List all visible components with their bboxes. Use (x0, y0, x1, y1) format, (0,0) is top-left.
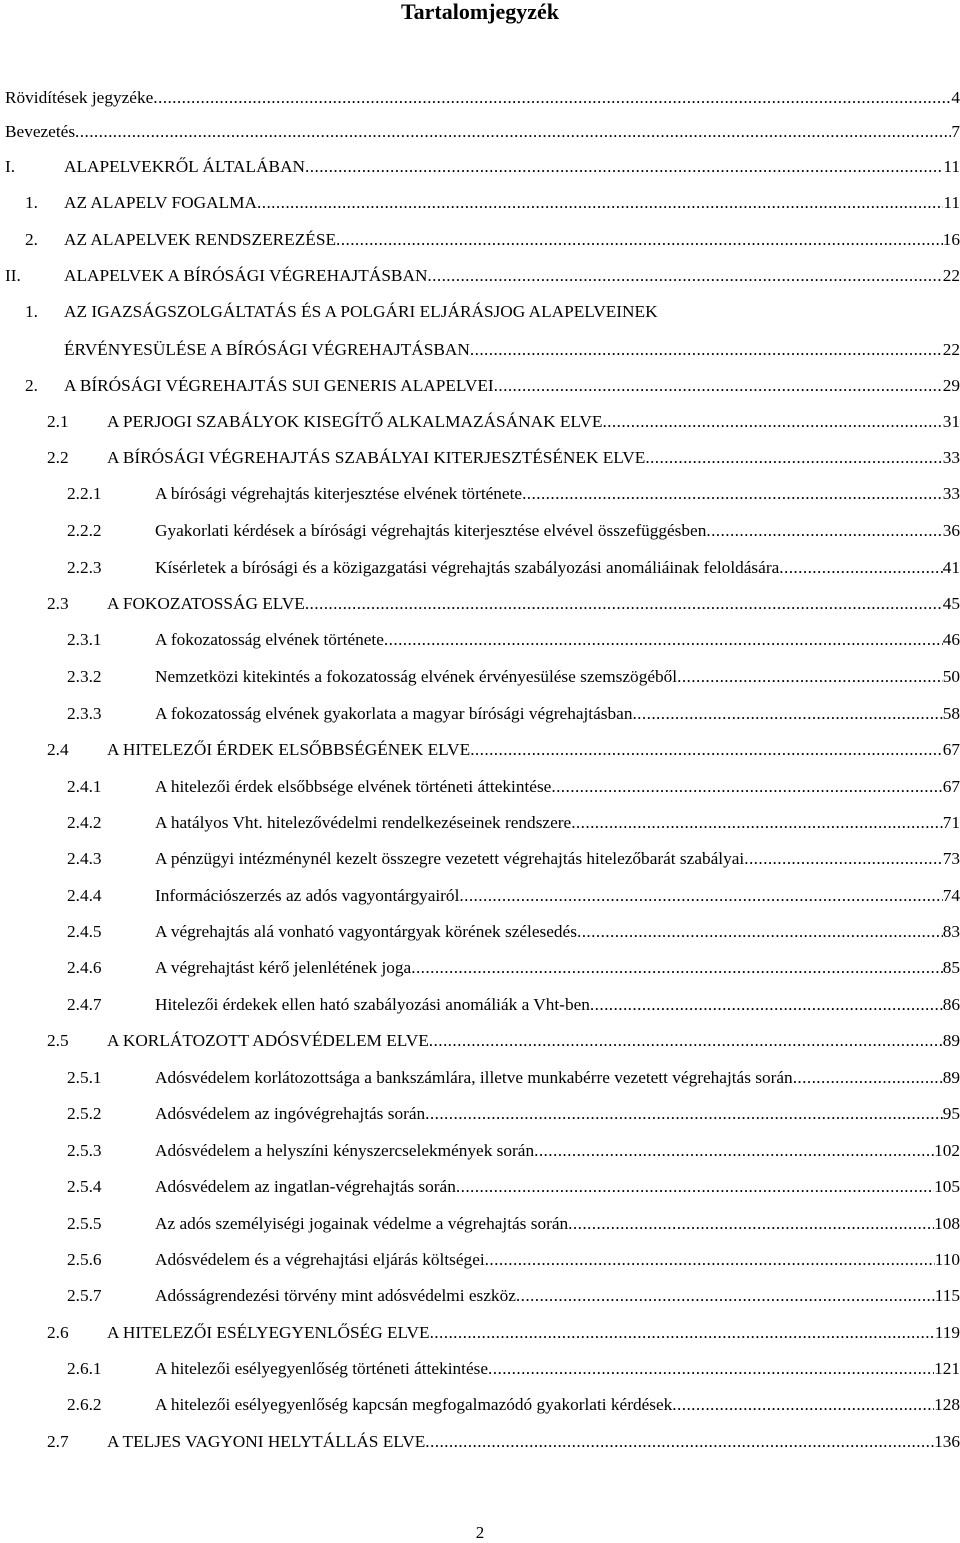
toc-entry (0, 993, 960, 1017)
toc-entry-title: A fokozatosság elvének gyakorlata a magyar bírósági végrehajtásban (155, 704, 633, 723)
dot-leader (744, 847, 943, 871)
toc-entry-page: 102 (934, 1141, 960, 1160)
toc-entry-page: 86 (942, 995, 960, 1014)
toc-entry-number: 2.5.1 (67, 1068, 102, 1087)
toc-entry-page: 74 (942, 886, 960, 905)
toc-entry (0, 775, 960, 799)
toc-entry (0, 120, 960, 144)
toc-entry-page: 89 (942, 1031, 960, 1050)
toc-entry-number: 2. (25, 376, 38, 395)
toc-entry-title: Adósvédelem a helyszíni kényszercselekmények során (155, 1141, 535, 1160)
dot-leader (494, 374, 943, 398)
toc-entry-number: 2.4.7 (67, 995, 102, 1014)
toc-entry (0, 1284, 960, 1308)
toc-entry (0, 1029, 960, 1053)
dot-leader (411, 956, 942, 980)
toc-entry-number: 1. (25, 302, 38, 321)
dot-leader (645, 446, 942, 470)
toc-entry-number: I. (5, 157, 16, 176)
toc-entry-page: 95 (942, 1104, 960, 1123)
toc-entry (0, 556, 960, 580)
toc-entry-number: 2.3.3 (67, 704, 102, 723)
toc-entry (0, 155, 960, 179)
toc-entry-page: 11 (943, 193, 960, 212)
toc-entry-page: 89 (942, 1068, 960, 1087)
toc-entry (0, 264, 960, 288)
toc-entry-number: 2.2.1 (67, 484, 102, 503)
toc-entry-title: A hitelezői esélyegyenlőség történeti áttekintése (155, 1359, 489, 1378)
toc-entry-page: 115 (934, 1286, 960, 1305)
dot-leader (534, 1139, 934, 1163)
toc-entry-number: 2.4.5 (67, 922, 102, 941)
toc-entry (0, 482, 960, 506)
toc-entry-page: 22 (942, 266, 960, 285)
dot-leader (425, 1430, 934, 1454)
toc-entry-number: 2.2.2 (67, 521, 102, 540)
toc-entry-number: 2.4.4 (67, 886, 102, 905)
toc-entry-number: 2.4.1 (67, 777, 102, 796)
toc-entry (0, 1139, 960, 1163)
toc-entry-number: 2.5.4 (67, 1177, 102, 1196)
dot-leader (577, 920, 943, 944)
toc-entry-number: 2.6.1 (67, 1359, 102, 1378)
page-title: Tartalomjegyzék (400, 0, 560, 24)
toc-entry-page: 33 (942, 484, 960, 503)
toc-entry-number: 2.5.6 (67, 1250, 102, 1269)
toc-entry-number: 2.6 (47, 1323, 69, 1342)
toc-entry-number: 2.4.3 (67, 849, 102, 868)
dot-leader (257, 191, 943, 215)
toc-entry-number: 2.5.5 (67, 1214, 102, 1233)
toc-entry-title: A BÍRÓSÁGI VÉGREHAJTÁS SUI GENERIS ALAPELVEI (64, 376, 494, 395)
toc-entry-title: A FOKOZATOSSÁG ELVE (107, 594, 305, 613)
toc-entry (0, 519, 960, 543)
dot-leader (427, 264, 942, 288)
toc-entry-title: A pénzügyi intézménynél kezelt összegre vezetett végrehajtás hitelezőbarát szabályai (155, 849, 745, 868)
dot-leader (568, 1212, 934, 1236)
toc-entry (0, 847, 960, 871)
toc-entry-page: 105 (934, 1177, 960, 1196)
toc-entry-number: 2.6.2 (67, 1395, 102, 1414)
toc-entry (0, 956, 960, 980)
dot-leader (470, 738, 943, 762)
toc-entry-title: Hitelezői érdekek ellen ható szabályozási anomáliák a Vht-ben (155, 995, 590, 1014)
toc-entry (0, 592, 960, 616)
dot-leader (430, 1321, 935, 1345)
toc-entry (0, 374, 960, 398)
dot-leader (470, 338, 943, 362)
toc-entry-title: A bírósági végrehajtás kiterjesztése elvének története (155, 484, 523, 503)
toc-entry (0, 1357, 960, 1381)
toc-entry-page: 31 (942, 412, 960, 431)
dot-leader (677, 665, 943, 689)
toc-entry (0, 920, 960, 944)
toc-entry (0, 1393, 960, 1417)
toc-entry-number: 2.3.2 (67, 667, 102, 686)
toc-entry-title: Bevezetés (5, 122, 76, 141)
dot-leader (425, 1102, 943, 1126)
dot-leader (384, 628, 943, 652)
toc-entry-number: 2.5.7 (67, 1286, 102, 1305)
toc-entry-number: 2.3.1 (67, 630, 102, 649)
toc-entry (0, 1212, 960, 1236)
dot-leader (590, 993, 943, 1017)
dot-leader (551, 775, 942, 799)
toc-entry (0, 228, 960, 252)
toc-entry-page: 119 (934, 1323, 960, 1342)
toc-entry-number: 2.1 (47, 412, 69, 431)
toc-entry (0, 1102, 960, 1126)
dot-leader (485, 1248, 935, 1272)
toc-entry-title: Adósvédelem az ingóvégrehajtás során (155, 1104, 426, 1123)
toc-entry-page: 45 (942, 594, 960, 613)
toc-entry-title: ÉRVÉNYESÜLÉSE A BÍRÓSÁGI VÉGREHAJTÁSBAN (64, 340, 470, 359)
toc-entry-page: 29 (942, 376, 960, 395)
toc-entry-title: Adósságrendezési törvény mint adósvédelmi eszköz (155, 1286, 516, 1305)
dot-leader (459, 884, 942, 908)
toc-entry-title: A végrehajtás alá vonható vagyontárgyak körének szélesedés (155, 922, 577, 941)
toc-entry-page: 67 (942, 777, 960, 796)
toc-entry-title: ALAPELVEKRŐL ÁLTALÁBAN (64, 157, 306, 176)
dot-leader (456, 1175, 934, 1199)
dot-leader (305, 155, 943, 179)
toc-entry-title: Adósvédelem az ingatlan-végrehajtás során (155, 1177, 456, 1196)
toc-entry (0, 86, 960, 110)
toc-entry-page: 136 (934, 1432, 960, 1451)
toc-entry-number: 2.4 (47, 740, 69, 759)
toc-entry-number: 2. (25, 230, 38, 249)
toc-entry-title: Adósvédelem korlátozottsága a bankszámlára, illetve munkabérre vezetett végrehajtás során (155, 1068, 793, 1087)
toc-entry-title: A BÍRÓSÁGI VÉGREHAJTÁS SZABÁLYAI KITERJESZTÉSÉNEK ELVE (107, 448, 646, 467)
toc-entry (0, 191, 960, 215)
toc-entry (0, 1175, 960, 1199)
toc-entry-page: 33 (942, 448, 960, 467)
toc-entry-page: 73 (942, 849, 960, 868)
toc-entry-page: 85 (942, 958, 960, 977)
toc-entry-title: A hitelezői esélyegyenlőség kapcsán megfogalmazódó gyakorlati kérdések (155, 1395, 673, 1414)
toc-entry-title: AZ ALAPELV FOGALMA (64, 193, 257, 212)
toc-entry-page: 7 (951, 122, 960, 141)
toc-entry (0, 446, 960, 470)
toc-entry-number: II. (5, 266, 21, 285)
dot-leader (153, 86, 951, 110)
toc-entry (0, 1430, 960, 1454)
toc-entry-page: 11 (943, 157, 960, 176)
toc-entry-title: A PERJOGI SZABÁLYOK KISEGÍTŐ ALKALMAZÁSÁNAK ELVE (107, 412, 603, 431)
toc-entry (0, 338, 960, 362)
toc-entry-page: 36 (942, 521, 960, 540)
dot-leader (305, 592, 943, 616)
dot-leader (672, 1393, 934, 1417)
dot-leader (571, 811, 943, 835)
toc-entry-number: 2.5.3 (67, 1141, 102, 1160)
toc-entry-title: A HITELEZŐI ÉRDEK ELSŐBBSÉGÉNEK ELVE (107, 740, 471, 759)
toc-entry-title: A végrehajtást kérő jelenlétének joga (155, 958, 412, 977)
page-number: 2 (475, 1523, 485, 1542)
toc-entry-title: Rövidítések jegyzéke (5, 88, 154, 107)
toc-entry-title: AZ IGAZSÁGSZOLGÁLTATÁS ÉS A POLGÁRI ELJÁRÁSJOG ALAPELVEINEK (64, 302, 658, 321)
toc-entry (0, 665, 960, 689)
toc-entry-page: 71 (942, 813, 960, 832)
toc-entry-page: 121 (934, 1359, 960, 1378)
dot-leader (336, 228, 943, 252)
toc-entry-title: AZ ALAPELVEK RENDSZEREZÉSE (64, 230, 337, 249)
dot-leader (516, 1284, 935, 1308)
toc-entry-title: A hatályos Vht. hitelezővédelmi rendelkezéseinek rendszere (155, 813, 572, 832)
dot-leader (522, 482, 943, 506)
toc-entry (0, 1321, 960, 1345)
dot-leader (488, 1357, 934, 1381)
toc-entry-page: 46 (942, 630, 960, 649)
toc-entry-number: 2.7 (47, 1432, 69, 1451)
toc-entry-title: A hitelezői érdek elsőbbsége elvének történeti áttekintése (155, 777, 552, 796)
toc-entry-number: 2.5 (47, 1031, 69, 1050)
toc-entry-title: Adósvédelem és a végrehajtási eljárás költségei (155, 1250, 485, 1269)
dot-leader (75, 120, 951, 144)
toc-entry (0, 811, 960, 835)
toc-entry-page: 16 (942, 230, 960, 249)
toc-entry-title: A KORLÁTOZOTT ADÓSVÉDELEM ELVE (107, 1031, 429, 1050)
toc-entry-page: 22 (942, 340, 960, 359)
toc-entry (0, 738, 960, 762)
toc-entry-title: ALAPELVEK A BÍRÓSÁGI VÉGREHAJTÁSBAN (64, 266, 428, 285)
toc-entry-title: A fokozatosság elvének története (155, 630, 384, 649)
toc-entry-number: 2.3 (47, 594, 69, 613)
dot-leader (429, 1029, 943, 1053)
toc-entry-title: A TELJES VAGYONI HELYTÁLLÁS ELVE (107, 1432, 426, 1451)
toc-entry-title: Gyakorlati kérdések a bírósági végrehajtás kiterjesztése elvével összefüggésben (155, 521, 707, 540)
toc-entry-number: 1. (25, 193, 38, 212)
toc-entry (0, 1248, 960, 1272)
toc-entry-page: 108 (934, 1214, 960, 1233)
toc-entry (0, 410, 960, 434)
toc-entry-page: 4 (951, 88, 960, 107)
toc-entry-page: 110 (934, 1250, 960, 1269)
toc-entry (0, 702, 960, 726)
toc-entry (0, 628, 960, 652)
toc-entry-title: Nemzetközi kitekintés a fokozatosság elvének érvényesülése szemszögéből (155, 667, 678, 686)
toc-entry-number: 2.4.2 (67, 813, 102, 832)
toc-entry-title: Kísérletek a bírósági és a közigazgatási végrehajtás szabályozási anomáliáinak feloldására (155, 558, 780, 577)
toc-entry-title: A HITELEZŐI ESÉLYEGYENLŐSÉG ELVE (107, 1323, 430, 1342)
toc-entry-number: 2.4.6 (67, 958, 102, 977)
toc-entry (0, 884, 960, 908)
dot-leader (779, 556, 942, 580)
toc-entry-title: Információszerzés az adós vagyontárgyairól (155, 886, 460, 905)
dot-leader (602, 410, 942, 434)
toc-entry-page: 128 (934, 1395, 960, 1414)
toc-entry (0, 300, 960, 324)
toc-entry-page: 67 (942, 740, 960, 759)
toc-entry-page: 50 (942, 667, 960, 686)
dot-leader (706, 519, 942, 543)
toc-entry-number: 2.2.3 (67, 558, 102, 577)
toc-entry-page: 41 (942, 558, 960, 577)
toc-entry-number: 2.5.2 (67, 1104, 102, 1123)
toc-entry-number: 2.2 (47, 448, 69, 467)
dot-leader (632, 702, 942, 726)
dot-leader (793, 1066, 943, 1090)
toc-entry-page: 58 (942, 704, 960, 723)
toc-entry-title: Az adós személyiségi jogainak védelme a végrehajtás során (155, 1214, 569, 1233)
toc-entry (0, 1066, 960, 1090)
toc-entry-page: 83 (942, 922, 960, 941)
